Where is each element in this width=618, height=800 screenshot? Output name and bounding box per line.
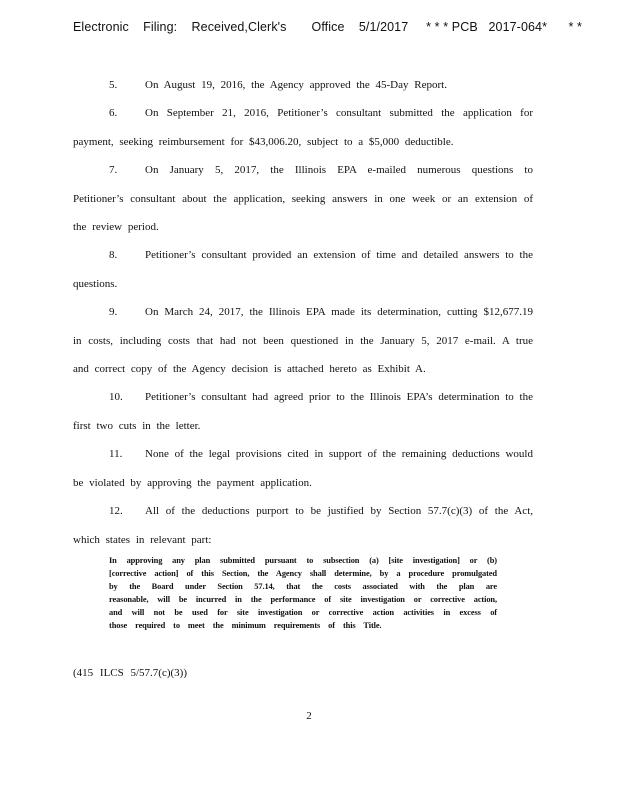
paragraph-number: 7.: [109, 164, 118, 177]
statute-citation: (415 ILCS 5/57.7(c)(3)): [73, 667, 188, 679]
paragraph-text: On January 5, 2017, the Illinois EPA e-mailed numerous questions to Petitioner’s consultant about the application, seeking answers in one week or an extension of the review period.: [73, 164, 533, 234]
paragraph-number: 9.: [109, 306, 118, 319]
paragraph-number: 12.: [109, 505, 123, 518]
statute-block-quote: In approving any plan submitted pursuant to subsection (a) [site investigation] or (b) [corrective action] of this Section, the Agency shall determine, by a procedure promulgated by the Board under Section 57.14, that the costs associated with the plan are reasonable, will be incurred in the performance of site investigation or corrective action, and will not be used for site investigation or corrective action activities in excess of those required to meet the minimum requirements of this Title.: [109, 556, 497, 630]
paragraph-9: [73, 298, 533, 383]
paragraph-text: On March 24, 2017, the Illinois EPA made its determination, cutting $12,677.19 in costs, including costs that had not been questioned in the January 5, 2017 e-mail. A true and correct copy of the Agency decision is attached hereto as Exhibit A.: [73, 306, 533, 376]
paragraph-7: [73, 156, 533, 241]
paragraph-text: On August 19, 2016, the Agency approved the 45-Day Report.: [145, 79, 447, 91]
paragraph-number: 10.: [109, 391, 123, 404]
paragraph-number: 5.: [109, 79, 118, 91]
paragraph-12: [73, 497, 533, 554]
paragraph-text: None of the legal provisions cited in support of the remaining deductions would be violated by approving the payment application.: [73, 448, 533, 489]
paragraph-5: [73, 71, 533, 99]
paragraph-text: All of the deductions purport to be justified by Section 57.7(c)(3) of the Act, which states in relevant part:: [73, 505, 533, 546]
paragraph-text: Petitioner’s consultant provided an extension of time and detailed answers to the questions.: [73, 249, 533, 290]
paragraph-number: 6.: [109, 107, 118, 120]
paragraph-number: 11.: [109, 448, 123, 461]
paragraph-11: [73, 440, 533, 497]
paragraph-number: 8.: [109, 249, 118, 262]
page-number: 2: [306, 710, 312, 722]
document-body: [73, 71, 533, 554]
paragraph-6: [73, 99, 533, 156]
paragraph-text: Petitioner’s consultant had agreed prior to the Illinois EPA’s determination to the first two cuts in the letter.: [73, 391, 533, 432]
paragraph-text: On September 21, 2016, Petitioner’s consultant submitted the application for payment, seeking reimbursement for $43,006.20, subject to a $5,000 deductible.: [73, 107, 533, 148]
filing-header: Electronic Filing: Received,Clerk's Office 5/1/2017 * * * PCB 2017-064* * *: [73, 20, 583, 34]
paragraph-8: [73, 241, 533, 298]
paragraph-10: [73, 383, 533, 440]
